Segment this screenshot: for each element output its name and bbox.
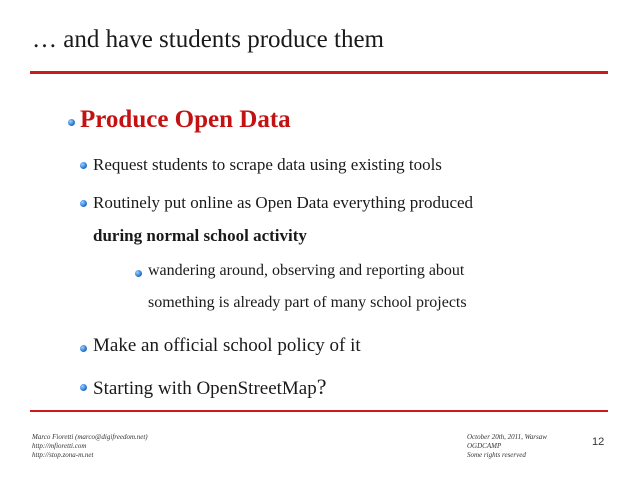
event-name: OGDCAMP bbox=[467, 442, 502, 450]
bullet-continuation: during normal school activity bbox=[93, 226, 307, 245]
sub-bullet-continuation: something is already part of many school projects bbox=[148, 294, 467, 311]
bullet-icon bbox=[80, 200, 87, 207]
bullet-text bbox=[93, 374, 327, 400]
heading-produce-open-data: Produce Open Data bbox=[80, 106, 291, 133]
rights-notice: Some rights reserved bbox=[467, 451, 526, 459]
bullet-icon bbox=[68, 119, 75, 126]
event-date: October 20th, 2011, Warsaw bbox=[467, 433, 547, 441]
bullet-icon bbox=[135, 270, 142, 277]
page-number: 12 bbox=[592, 436, 605, 448]
bullet-text: Request students to scrape data using existing tools bbox=[93, 155, 442, 174]
bullet-icon bbox=[80, 162, 87, 169]
author-contact: Marco Fioretti (marco@digifreedom.net) bbox=[32, 433, 148, 441]
author-website: http://mfioretti.com bbox=[32, 442, 87, 450]
slide-title: … and have students produce them bbox=[32, 26, 384, 53]
bullet-text-suffix: ? bbox=[316, 374, 327, 399]
bullet-text: Make an official school policy of it bbox=[93, 335, 361, 356]
bullet-text-main: Starting with OpenStreetMap bbox=[93, 378, 317, 399]
footer-divider bbox=[30, 410, 608, 412]
footer-author-info bbox=[32, 433, 148, 460]
title-divider bbox=[30, 71, 608, 74]
author-blog: http://stop.zona-m.net bbox=[32, 451, 94, 459]
bullet-icon bbox=[80, 345, 87, 352]
sub-bullet-text: wandering around, observing and reporting about bbox=[148, 262, 465, 279]
footer-event-info bbox=[467, 433, 547, 460]
bullet-icon bbox=[80, 384, 87, 391]
bullet-text: Routinely put online as Open Data everything produced bbox=[93, 193, 474, 212]
